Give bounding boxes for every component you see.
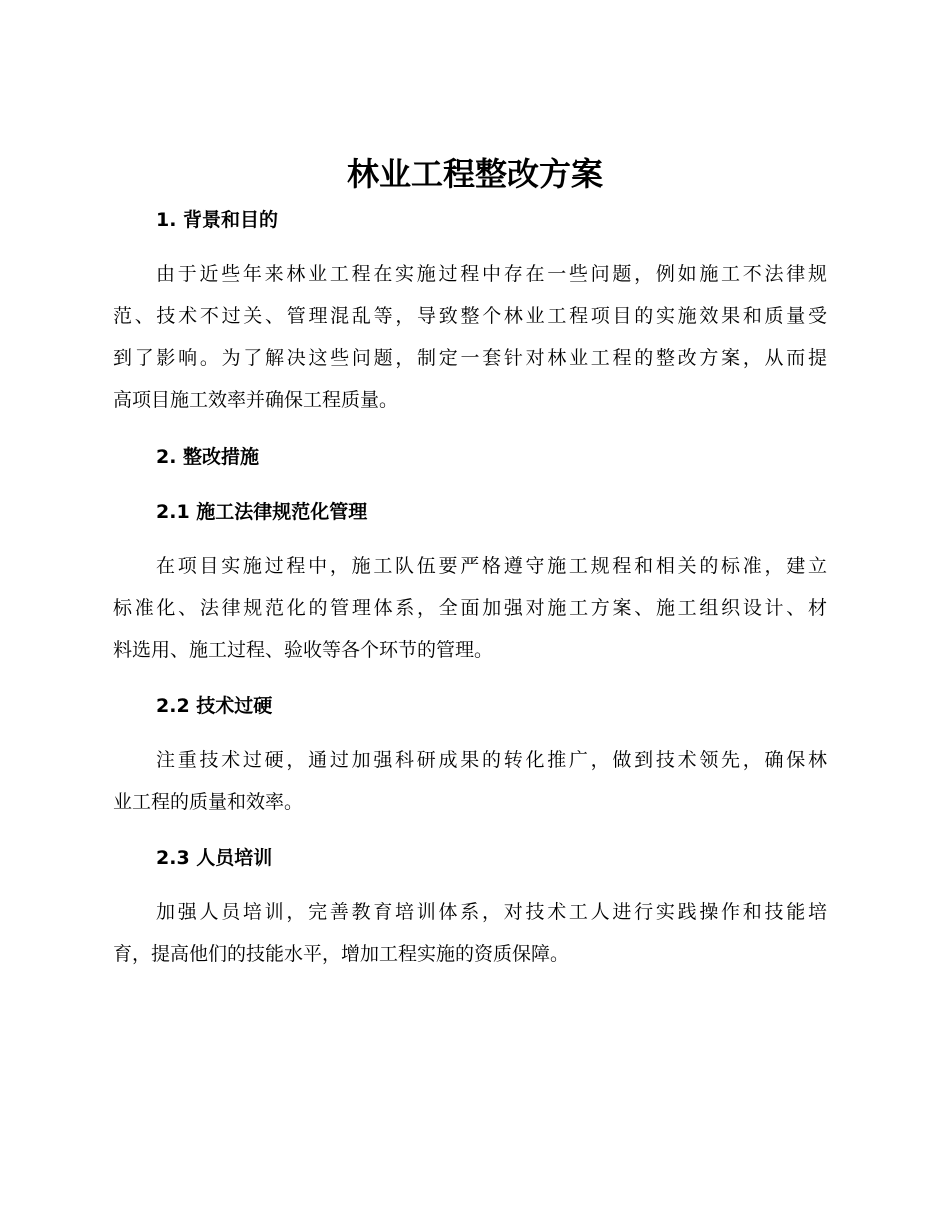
paragraph-line: 到了影响。为了解决这些问题，制定一套针对林业工程的整改方案，从而提: [113, 347, 827, 369]
paragraph-line: 业工程的质量和效率。: [113, 791, 304, 813]
paragraph-training: [113, 891, 827, 975]
paragraph-line: 加强人员培训，完善教育培训体系，对技术工人进行实践操作和技能培: [156, 901, 827, 923]
section-heading-legal-management: 2.1 施工法律规范化管理: [156, 501, 368, 523]
paragraph-background: [113, 253, 827, 421]
paragraph-line: 范、技术不过关、管理混乱等，导致整个林业工程项目的实施效果和质量受: [113, 305, 827, 327]
paragraph-line: 在项目实施过程中，施工队伍要严格遵守施工规程和相关的标准，建立: [156, 555, 827, 577]
paragraph-line: 注重技术过硬，通过加强科研成果的转化推广，做到技术领先，确保林: [156, 749, 827, 771]
paragraph-line: 由于近些年来林业工程在实施过程中存在一些问题，例如施工不法律规: [156, 263, 827, 285]
section-heading-training: 2.3 人员培训: [156, 847, 273, 869]
document-title: 林业工程整改方案: [346, 155, 603, 193]
paragraph-line: 料选用、施工过程、验收等各个环节的管理。: [113, 639, 494, 661]
section-heading-technology: 2.2 技术过硬: [156, 695, 273, 717]
paragraph-line: 高项目施工效率并确保工程质量。: [113, 389, 399, 411]
paragraph-line: 育，提高他们的技能水平，增加工程实施的资质保障。: [113, 943, 570, 965]
section-heading-background: 1. 背景和目的: [156, 209, 279, 231]
paragraph-technology: [113, 739, 827, 823]
paragraph-line: 标准化、法律规范化的管理体系，全面加强对施工方案、施工组织设计、材: [113, 597, 827, 619]
section-heading-measures: 2. 整改措施: [156, 446, 260, 468]
paragraph-legal-management: [113, 545, 827, 671]
